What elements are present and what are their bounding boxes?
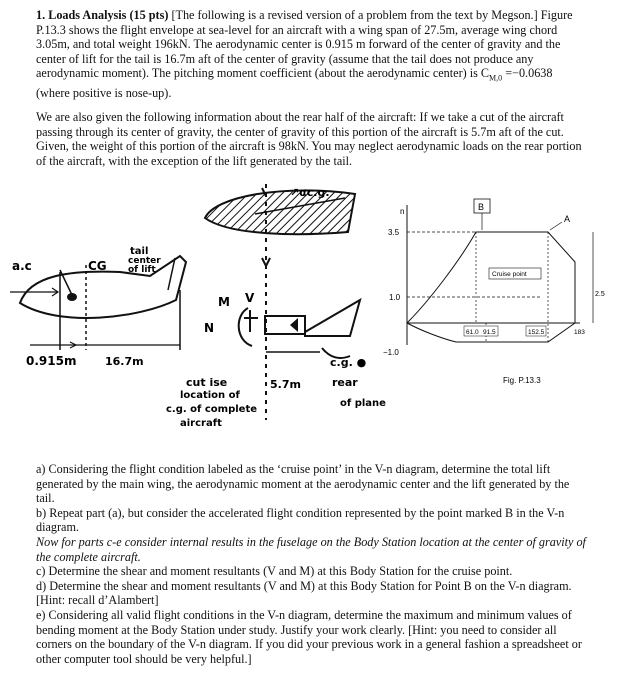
cg-label: CG (88, 259, 107, 273)
problem-heading: 1. Loads Analysis (15 pts) (36, 8, 169, 22)
problem-intro (36, 8, 588, 101)
cg-rear-label-1: c.g. ● (330, 356, 367, 369)
tick-1525: 152.5 (528, 329, 545, 336)
question-b: b) Repeat part (a), but consider the accelerated flight condition represented by the point marked B in the V-n diagram. (36, 505, 565, 535)
cm-subscript: M,0 (489, 73, 503, 83)
tick-neg10: −1.0 (383, 348, 399, 357)
tick-10: 1.0 (389, 293, 401, 302)
cut-label-2: location of (180, 390, 240, 401)
shear-label: V (245, 291, 255, 305)
point-a-label: A (564, 214, 571, 224)
n-axis-label: n (400, 207, 405, 216)
ac-label: a.c (12, 259, 32, 273)
figure-caption: Fig. P.13.3 (503, 376, 541, 385)
tick-610: 61.0 (466, 329, 479, 336)
cut-label-1: cut ise (186, 376, 228, 389)
dim-0915: 0.915m (26, 354, 77, 368)
tick-183: 183 (574, 329, 585, 336)
point-b-label: B (478, 202, 485, 212)
tick-35: 3.5 (388, 228, 400, 237)
aircraft-sketch (0, 180, 410, 450)
tail-label-2: center (128, 256, 161, 266)
tail-label-3: of lift (128, 265, 156, 275)
cruise-point-label: Cruise point (492, 271, 527, 278)
question-e: e) Considering all valid flight conditions in the V-n diagram, determine the maximum and minimum values of bending moment at the Body Station under study. Justify your work clearly. [Hint: you need to consider all corners on the boundary of the V-n diagram. If you did your previous work in a general fashion a spreadsheet or other computer tool should be very helpful.] (36, 607, 582, 666)
rear-section (265, 316, 305, 334)
normal-label: N (204, 321, 215, 335)
question-a: a) Considering the flight condition labeled as the ‘cruise point’ in the V-n diagram, determine the total lift generated by the main wing, the aerodynamic moment at the aerodynamic center and the lift generated by the tail. (36, 462, 570, 506)
questions-list (36, 462, 588, 666)
moment-label: M (218, 295, 230, 309)
cut-label-3: c.g. of complete (166, 404, 258, 415)
alpha-cg-label: ↗αc.g. (290, 186, 330, 199)
problem-paragraph-2: We are also given the following information about the rear half of the aircraft: If we take a cut of the aircraft passing through its center of gravity, the center of gravity of this portion of the aircraft is 5.7m aft of the cut. Given, the weight of this portion of the aircraft is 98kN. You may neglect aerodynamic loads on the rear portion of the aircraft, with the exception of the lift generated by the tail. (36, 110, 582, 168)
question-d: d) Determine the shear and moment resultants (V and M) at this Body Station for Point B on the V-n diagram. [Hint: recall d’Alambert] (36, 578, 572, 608)
problem-intro-text: [The following is a revised version of a problem from the text by Megson.] Figure P.13.3 shows the flight envelope at sea-level for an aircraft with a wing span of 27.5m, average wing chord 3.05m, and total weight 196kN. The aerodynamic center is 0.915 m forward of the center of gravity and the center of lift for the tail is 16.7m aft of the center of gravity (assume that the tail does not produce any aerodynamic moment). The pitching moment coefficient (about the aerodynamic center) is C (36, 8, 573, 81)
dim-167: 16.7m (105, 355, 144, 368)
v-25-label: 2.5 (595, 291, 605, 298)
tick-915: 91.5 (483, 329, 496, 336)
question-c: c) Determine the shear and moment resultants (V and M) at this Body Station for the cruise point. (36, 564, 513, 579)
cg-rear-label-3: of plane (340, 398, 386, 409)
vn-diagram (375, 190, 615, 390)
dim-57: 5.7m (270, 378, 301, 391)
cm-value: =−0.0638 (where positive is nose-up). (36, 66, 553, 101)
cut-label-4: aircraft (180, 418, 222, 429)
questions-note: Now for parts c-e consider internal results in the fuselage on the Body Station location at the center of gravity of the complete aircraft. (36, 534, 586, 564)
cg-rear-label-2: rear (332, 376, 358, 389)
tail-label-1: tail (130, 246, 149, 257)
vn-envelope (407, 232, 575, 342)
airfoil-shape (205, 190, 355, 234)
